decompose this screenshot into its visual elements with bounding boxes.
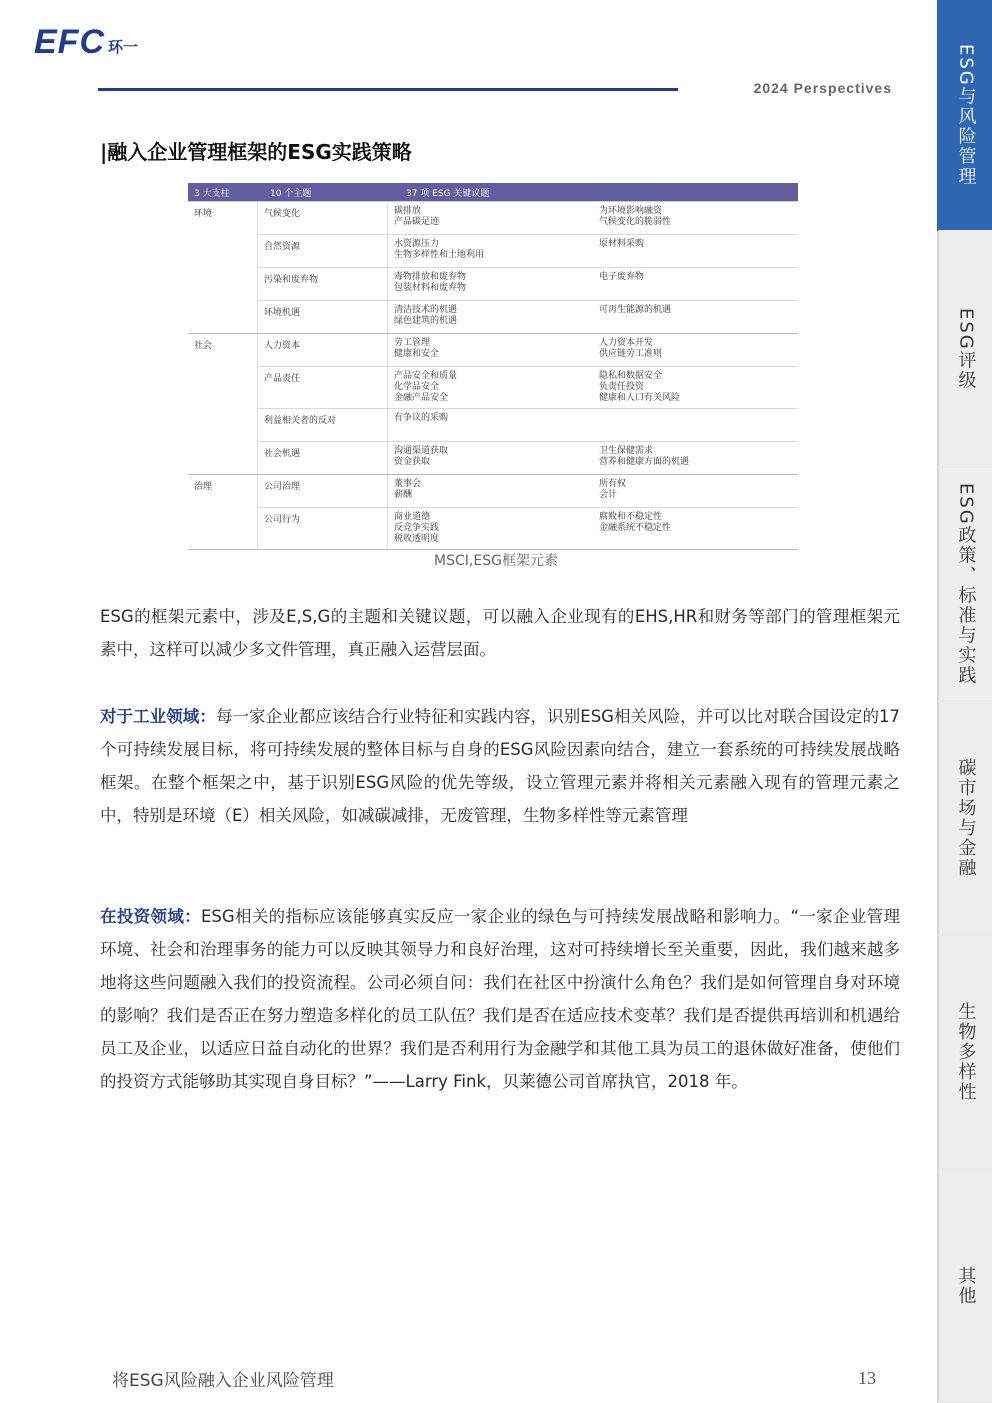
- theme-row: [258, 508, 798, 549]
- figure-body: [188, 201, 798, 550]
- key-issue: 金融系统不稳定性: [599, 523, 672, 533]
- key-issue: 毒物排放和废弃物: [394, 272, 467, 282]
- key-issue: 可再生能源的机遇: [599, 305, 672, 315]
- paragraph-text: ESG相关的指标应该能够真实反应一家企业的绿色与可持续发展战略和影响力。“一家企业管理环境、社会和治理事务的能力可以反映其领导力和良好治理，这对可持续增长至关重要，因此，我们越来越多地将这些问题融入我们的投资流程。公司必须自问：我们在社区中扮演什么角色？我们是如何管理自身对环境的影响？我们是否正在努力塑造多样化的员工队伍？我们是否在适应技术变革？我们是否提供再培训和机遇给员工及企业，以适应日益自动化的世界？我们是否利用行为金融学和其他工具为员工的退休做好准备，使他们的投资方式能够助其实现自身目标？”——Larry Fink，贝莱德公司首席执官，2018 年。: [100, 907, 901, 1091]
- footer-title: 将ESG风险融入企业风险管理: [112, 1371, 334, 1391]
- key-issue: 碳排放: [394, 206, 422, 216]
- paragraph-framework: [100, 600, 900, 666]
- key-issue: 会计: [599, 490, 618, 500]
- issue-column: [388, 367, 593, 408]
- theme-name: 利益相关者的反对: [258, 409, 388, 441]
- key-issue: 负责任投资: [599, 382, 645, 392]
- key-issue: 化学品安全: [394, 382, 440, 392]
- key-issue: 水资源压力: [394, 239, 440, 249]
- logo-sub: 环一: [108, 38, 139, 56]
- key-issue: 气候变化的脆弱性: [599, 217, 672, 227]
- theme-row: [258, 334, 798, 367]
- issue-column: [593, 268, 798, 300]
- key-issue: 生物多样性和土地利用: [394, 250, 485, 260]
- key-issue: 金融产品安全: [394, 393, 449, 403]
- issue-column: [388, 334, 593, 366]
- pillar-row: [188, 202, 798, 334]
- pillar-name: 环境: [188, 202, 258, 333]
- issue-column: [593, 334, 798, 366]
- paragraph-investment: [100, 900, 900, 1098]
- sidebar-tab-4[interactable]: [937, 702, 992, 936]
- theme-row: [258, 409, 798, 442]
- key-issue: 劳工管理: [394, 338, 431, 348]
- issue-column: [388, 202, 593, 234]
- theme-list: [258, 202, 798, 333]
- key-issue: 薪酬: [394, 490, 413, 500]
- header-rule: [98, 88, 678, 91]
- issue-column: [593, 202, 798, 234]
- theme-name: 社会机遇: [258, 442, 388, 474]
- key-issue: 健康和人口有关风险: [599, 393, 681, 403]
- key-issue: 健康和安全: [394, 349, 440, 359]
- key-issue: 绿色建筑的机遇: [394, 316, 458, 326]
- logo-mark: EFC: [34, 23, 105, 61]
- key-issue: 董事会: [394, 479, 422, 489]
- pillar-name: 治理: [188, 475, 258, 549]
- issue-column: [593, 235, 798, 267]
- theme-name: 自然资源: [258, 235, 388, 267]
- key-issue: 人力资本开发: [599, 338, 654, 348]
- theme-list: [258, 334, 798, 474]
- issue-column: [593, 301, 798, 333]
- theme-name: 环境机遇: [258, 301, 388, 333]
- paragraph-text: ESG的框架元素中，涉及E,S,G的主题和关键议题，可以融入企业现有的EHS,HR和财务等部门的管理框架元素中，这样可以减少多文件管理，真正融入运营层面。: [100, 607, 900, 659]
- theme-name: 公司行为: [258, 508, 388, 549]
- theme-name: 产品责任: [258, 367, 388, 408]
- header-themes: 10 个主题: [270, 188, 312, 199]
- key-issue: 产品碳足迹: [394, 217, 440, 227]
- key-issue: 供应链劳工准则: [599, 349, 663, 359]
- paragraph-industry: [100, 700, 900, 832]
- page-number: 13: [858, 1368, 876, 1388]
- sidebar-tab-label: 其他: [955, 1265, 977, 1306]
- paragraph-lead-industry: 对于工业领域：: [100, 707, 216, 726]
- key-issue: 税收透明度: [394, 534, 440, 544]
- theme-row: [258, 367, 798, 409]
- key-issue: 有争议的采购: [394, 413, 449, 423]
- key-issue: 隐私和数据安全: [599, 371, 663, 381]
- figure-caption: MSCI,ESG框架元素: [434, 553, 558, 569]
- theme-name: 污染和废弃物: [258, 268, 388, 300]
- theme-row: [258, 235, 798, 268]
- header-perspectives: 2024 Perspectives: [753, 80, 892, 96]
- issue-column: [593, 409, 798, 441]
- key-issue: 商业道德: [394, 512, 431, 522]
- key-issue: 所有权: [599, 479, 627, 489]
- header-pillars: 3 大支柱: [194, 188, 230, 199]
- key-issue: 包装材料和废弃物: [394, 283, 467, 293]
- sidebar-tab-label: ESG与风险管理: [955, 43, 977, 187]
- sidebar-tab-3[interactable]: [937, 468, 992, 702]
- sidebar-tab-label: ESG政策、标准与实践: [955, 482, 977, 686]
- issue-column: [388, 301, 593, 333]
- key-issue: 为环境影响融资: [599, 206, 663, 216]
- theme-row: [258, 301, 798, 333]
- theme-name: 公司治理: [258, 475, 388, 507]
- issue-column: [388, 235, 593, 267]
- key-issue: 营养和健康方面的机遇: [599, 457, 690, 467]
- theme-name: 人力资本: [258, 334, 388, 366]
- header-issues: 37 项 ESG 关键议题: [406, 188, 490, 199]
- sidebar-tab-1[interactable]: [937, 0, 992, 232]
- pillar-name: 社会: [188, 334, 258, 474]
- theme-row: [258, 202, 798, 235]
- key-issue: 产品安全和质量: [394, 371, 458, 381]
- sidebar-tab-5[interactable]: [937, 936, 992, 1170]
- key-issue: 卫生保健需求: [599, 446, 654, 456]
- key-issue: 电子废弃物: [599, 272, 645, 282]
- key-issue: 反竞争实践: [394, 523, 440, 533]
- issue-column: [388, 268, 593, 300]
- key-issue: 原材料采购: [599, 239, 645, 249]
- theme-name: 气候变化: [258, 202, 388, 234]
- company-logo: [34, 24, 138, 60]
- issue-column: [593, 442, 798, 474]
- figure-header-row: [188, 183, 798, 201]
- sidebar-tab-6[interactable]: [937, 1170, 992, 1403]
- theme-row: [258, 268, 798, 301]
- issue-column: [593, 367, 798, 408]
- key-issue: 腐败和不稳定性: [599, 512, 663, 522]
- pillar-row: [188, 334, 798, 475]
- esg-framework-figure: [188, 183, 798, 543]
- paragraph-text: 每一家企业都应该结合行业特征和实践内容，识别ESG相关风险，并可以比对联合国设定的17个可持续发展目标，将可持续发展的整体目标与自身的ESG风险因素向结合，建立一套系统的可持续发展战略框架。在整个框架之中，基于识别ESG风险的优先等级，设立管理元素并将相关元素融入现有的管理元素之中，特别是环境（E）相关风险，如减碳减排，无废管理，生物多样性等元素管理: [100, 707, 901, 825]
- paragraph-lead-investment: 在投资领域：: [100, 907, 201, 926]
- theme-row: [258, 442, 798, 474]
- sidebar-tab-label: 生物多样性: [955, 1002, 977, 1102]
- sidebar-tab-label: ESG评级: [955, 307, 977, 391]
- theme-row: [258, 475, 798, 508]
- sidebar-tab-label: 碳市场与金融: [955, 758, 977, 878]
- key-issue: 资金获取: [394, 457, 431, 467]
- issue-column: [388, 508, 593, 549]
- issue-column: [388, 475, 593, 507]
- pillar-row: [188, 475, 798, 550]
- chapter-sidebar: [937, 0, 992, 1403]
- issue-column: [388, 409, 593, 441]
- issue-column: [388, 442, 593, 474]
- section-title: |融入企业管理框架的ESG实践策略: [100, 140, 412, 164]
- key-issue: 清洁技术的机遇: [394, 305, 458, 315]
- issue-column: [593, 475, 798, 507]
- issue-column: [593, 508, 798, 549]
- theme-list: [258, 475, 798, 549]
- sidebar-tab-2[interactable]: [937, 232, 992, 468]
- key-issue: 沟通渠道获取: [394, 446, 449, 456]
